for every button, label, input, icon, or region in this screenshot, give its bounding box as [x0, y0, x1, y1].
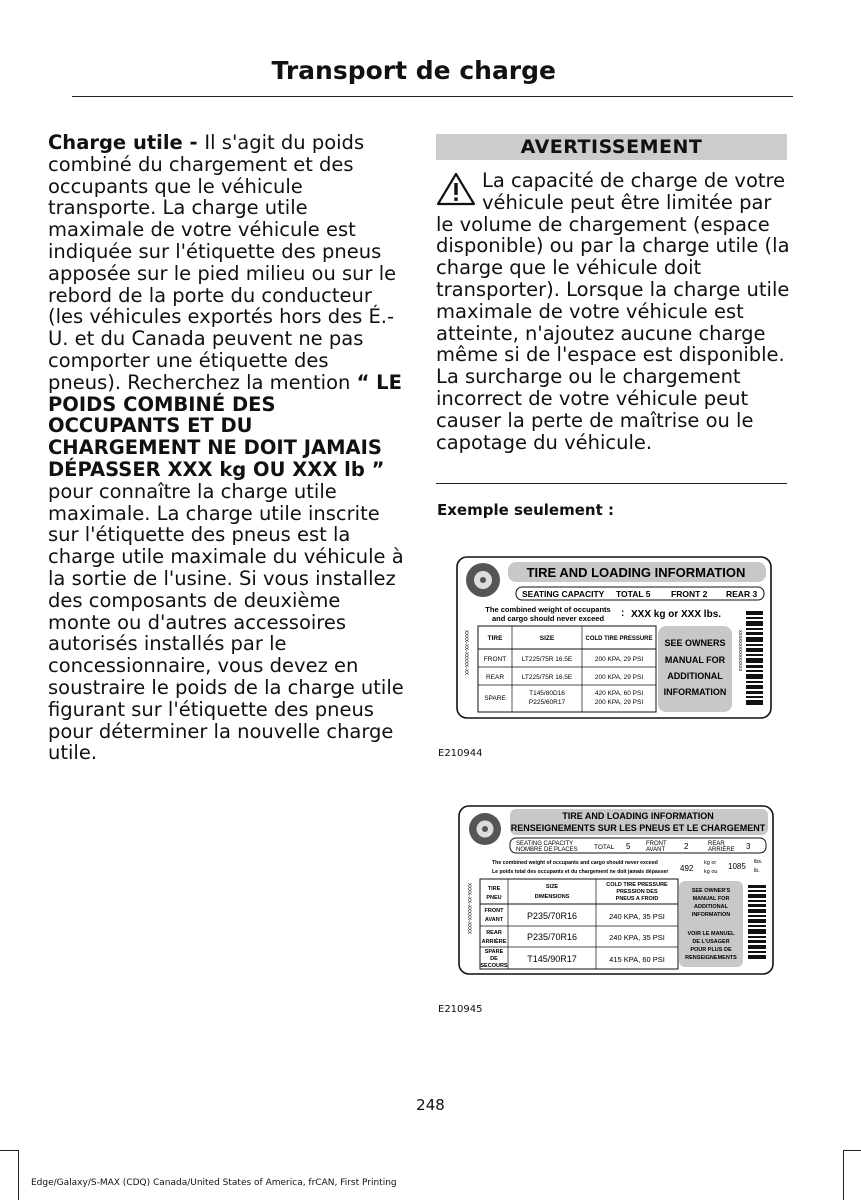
label1-hdr-pressure: COLD TIRE PRESSURE [585, 636, 653, 642]
label1-front: FRONT 2 [671, 589, 708, 599]
label2-total: TOTAL [594, 844, 615, 851]
label2-total-value: 5 [626, 842, 631, 851]
crop-mark [18, 1150, 19, 1200]
label2-lb-unit-en: lbs. [754, 859, 763, 865]
label2-spare-size: T145/90R17 [527, 954, 577, 964]
label1-front-pressure: 200 KPA, 29 PSI [594, 656, 644, 663]
label2-rear-size: P235/70R16 [526, 932, 578, 942]
label1-spare-pressure-2: 200 KPA, 29 PSI [594, 699, 644, 706]
label2-hdr-tire-en: TIRE [487, 886, 501, 892]
label2-front-size: P235/70R16 [526, 911, 578, 921]
label2-owners-en-3: ADDITIONAL [694, 904, 728, 910]
label2-owners-en-1: SEE OWNER'S [691, 888, 731, 894]
label2-kg-unit-en: kg or [704, 860, 717, 866]
figure-code-1: E210944 [438, 748, 483, 759]
label2-front-en: FRONT [646, 841, 667, 847]
label2-owners-en-2: MANUAL FOR [692, 896, 730, 902]
label2-rear-tire-fr: ARRIÈRE [481, 939, 507, 945]
label2-owners-fr-1: VOIR LE MANUEL [687, 931, 735, 937]
tire-label-english [456, 556, 772, 719]
label1-spare-size: T145/80D16 [529, 690, 565, 697]
payload-text-1: Il s'agit du poids combiné du chargement et des occupants que le véhicule transporte. La charge utile maximale de votre véhicule est indiquée sur l'étiquette des pneus apposée sur le pied milieu ou sur le rebord de la porte du conducteur (les véhicules exportés hors des É.-U. et du Canada peuvent ne pas comporter une étiquette des pneus). Recherchez la mention [48, 131, 397, 394]
crop-mark [843, 1150, 861, 1151]
print-footer: Edge/Galaxy/S-MAX (CDQ) Canada/United States of America, frCAN, First Printing [31, 1178, 397, 1188]
label1-front-tire: FRONT [483, 656, 507, 663]
label2-kg-unit-fr: kg ou [704, 869, 718, 875]
label1-side-code-right: xxxxxxxxxxxxxxx [737, 630, 743, 672]
label2-lb-unit-fr: lb. [754, 868, 760, 874]
crop-mark [843, 1150, 844, 1200]
label1-owners-4: INFORMATION [663, 687, 727, 697]
label2-hdr-pressure-3: PNEUS A FROID [615, 896, 659, 902]
label1-total: TOTAL 5 [616, 589, 651, 599]
label2-spare-pressure: 415 KPA, 60 PSI [609, 955, 665, 964]
warning-title: AVERTISSEMENT [436, 134, 787, 160]
label2-hdr-pressure-2: PRESSION DES [616, 889, 658, 895]
label1-spare-pressure: 420 KPA, 60 PSI [594, 690, 644, 697]
label2-front-tire-fr: AVANT [484, 917, 504, 923]
label1-rear-pressure: 200 KPA, 29 PSI [594, 674, 644, 681]
label1-owners-1: SEE OWNERS [664, 638, 726, 648]
label2-spare-tire-3: SECOURS [480, 963, 508, 969]
label1-front-size: LT225/75R 16.5E [521, 656, 573, 663]
label1-title: TIRE AND LOADING INFORMATION [526, 565, 746, 580]
label1-spare-tire: SPARE [484, 695, 506, 702]
tire-icon [466, 563, 500, 597]
label1-hdr-size: SIZE [539, 635, 555, 642]
payload-quote: “ LE POIDS COMBINÉ DES OCCUPANTS ET DU CHARGEMENT NE DOIT JAMAIS DÉPASSER XXX kg OU XXX lb ” [48, 370, 402, 481]
label2-side-code: xxxx-xx-xxxxx-xxxx [466, 883, 472, 934]
label2-owners-fr-4: RENSEIGNEMENTS [685, 955, 737, 961]
label1-owners-2: MANUAL FOR [664, 655, 726, 665]
page-title: Transport de charge [271, 56, 556, 85]
label2-rear-en: REAR [708, 841, 725, 847]
label2-rear-pressure: 240 KPA, 35 PSI [609, 933, 665, 942]
label2-kg-value: 492 [680, 864, 694, 873]
tire-icon [469, 813, 501, 845]
label1-combined-2: and cargo should never exceed [491, 614, 605, 623]
label2-lb-value: 1085 [728, 862, 746, 871]
label2-seating-fr: NOMBRE DE PLACES [516, 847, 578, 853]
label2-hdr-size-fr: DIMENSIONS [534, 894, 570, 900]
label1-limit: XXX kg or XXX lbs. [631, 609, 722, 620]
page-number: 248 [416, 1096, 445, 1114]
label2-rear-tire-en: REAR [486, 930, 502, 936]
label2-front-fr: AVANT [646, 847, 666, 853]
label1-seating: SEATING CAPACITY [522, 589, 605, 599]
warning-triangle-icon [436, 172, 476, 206]
label2-title-fr: RENSEIGNEMENTS SUR LES PNEUS ET LE CHARGEMENT [510, 823, 766, 833]
label1-rear-tire: REAR [485, 674, 505, 681]
payload-text-2: pour connaître la charge utile maximale. La charge utile inscrite sur l'étiquette des pneus est la charge utile maximale du véhicule à la sortie de l'usine. Si vous installez des composants de deuxième monte ou d'autres accessoires autorisés installés par le concessionnaire, vous devez en soustraire le poids de la charge utile figurant sur l'étiquette des pneus pour déterminer la nouvelle charge utile. [48, 479, 404, 765]
label2-title-en: TIRE AND LOADING INFORMATION [562, 811, 714, 821]
tire-label-bilingual [458, 805, 774, 975]
label2-hdr-tire-fr: PNEU [486, 895, 502, 901]
crop-mark [0, 1150, 18, 1151]
payload-paragraph [48, 132, 404, 764]
label2-hdr-size-en: SIZE [545, 884, 559, 890]
label1-spare-size-2: P225/60R17 [528, 699, 566, 706]
payload-lead: Charge utile - [48, 131, 205, 154]
warning-divider [436, 483, 787, 484]
warning-text: La capacité de charge de votre véhicule peut être limitée par le volume de chargement (espace disponible) ou par la charge utile (la charge que le véhicule doit transporter). Lorsque la charge utile maximale de votre véhicule est atteinte, n'ajoutez aucune charge même si de l'espace est disponible. La surcharge ou le chargement incorrect de votre véhicule peut causer la perte de maîtrise ou le capotage du véhicule. [436, 169, 790, 454]
label1-combined-1: The combined weight of occupants [485, 605, 611, 614]
label1-hdr-tire: TIRE [487, 635, 503, 642]
label2-hdr-pressure-1: COLD TIRE PRESSURE [606, 882, 668, 888]
label2-combined-fr: Le poids total des occupants et du chargement ne doit jamais dépasser [492, 869, 669, 875]
label2-front-tire-en: FRONT [484, 908, 504, 914]
label2-owners-fr-2: DE L'USAGER [692, 939, 730, 945]
label2-owners-en-4: INFORMATION [691, 912, 731, 918]
label1-owners-3: ADDITIONAL [667, 671, 723, 681]
label2-spare-tire-1: SPARE [484, 949, 504, 955]
label2-combined-en: The combined weight of occupants and cargo should never exceed [492, 860, 658, 866]
label2-rear-value: 3 [746, 842, 751, 851]
label2-seating-en: SEATING CAPACITY [516, 841, 574, 847]
label2-front-value: 2 [684, 842, 689, 851]
header-divider [72, 96, 793, 97]
figure-code-2: E210945 [438, 1004, 483, 1015]
label2-front-pressure: 240 KPA, 35 PSI [609, 912, 665, 921]
label2-owners-fr-3: POUR PLUS DE [690, 947, 732, 953]
barcode-icon [748, 885, 766, 959]
label1-rear-size: LT225/75R 16.5E [521, 674, 573, 681]
label1-rear: REAR 3 [726, 589, 758, 599]
label1-side-code: xxxx-xx-xxxxx-xx [463, 630, 469, 675]
label2-rear-fr: ARRIÈRE [708, 847, 735, 853]
example-caption: Exemple seulement : [437, 501, 614, 519]
warning-box [436, 170, 792, 453]
label2-spare-tire-2: DE [490, 956, 498, 962]
svg-text::: : [621, 608, 625, 619]
